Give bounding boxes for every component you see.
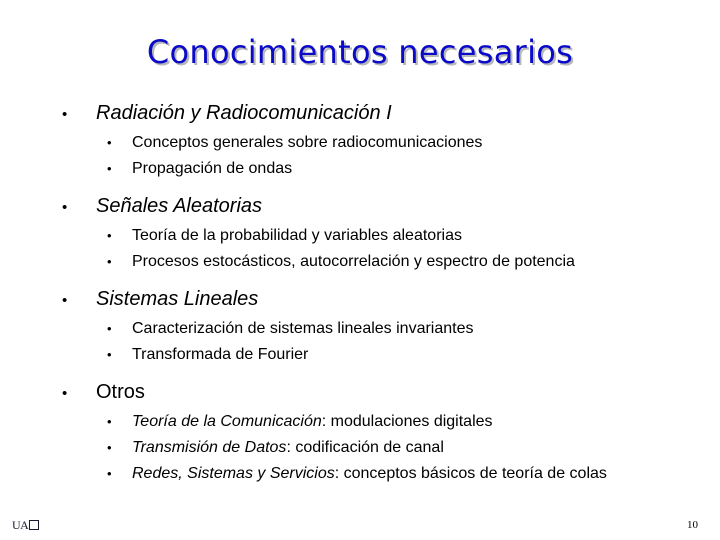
- list-item: [62, 342, 702, 368]
- list-item-label: Conceptos generales sobre radiocomunicaciones: [132, 134, 483, 151]
- list-item: [62, 223, 702, 249]
- list-item-text: [132, 461, 607, 487]
- section-senales: [62, 190, 702, 275]
- list-item-label: Propagación de ondas: [132, 160, 293, 177]
- section-heading-label: Sistemas Lineales: [96, 288, 259, 310]
- section-heading-label: Otros: [96, 381, 145, 403]
- list-item-text: [132, 409, 493, 435]
- sub-list: [62, 316, 702, 368]
- list-item-text: [132, 249, 575, 275]
- list-item-label: : conceptos básicos de teoría de colas: [334, 465, 607, 482]
- list-item: [62, 156, 702, 182]
- section-heading-label: Señales Aleatorias: [96, 195, 263, 217]
- bullet-icon: •: [107, 321, 112, 336]
- list-item-label: : codificación de canal: [286, 439, 444, 456]
- page-number: 10: [687, 519, 698, 531]
- logo-mark-icon: [29, 520, 39, 530]
- section-sistemas: [62, 283, 702, 368]
- bullet-icon: •: [107, 440, 112, 455]
- list-item-label: Teoría de la probabilidad y variables aleatorias: [132, 227, 462, 244]
- list-item-label: Transformada de Fourier: [132, 346, 309, 363]
- list-item-emphasis: Teoría de la Comunicación: [132, 413, 322, 430]
- list-item-emphasis: Redes, Sistemas y Servicios: [132, 465, 335, 482]
- list-item-text: [132, 316, 474, 342]
- bullet-icon: •: [62, 199, 68, 216]
- content-list: [62, 97, 702, 495]
- bullet-icon: •: [107, 466, 112, 481]
- section-otros: [62, 376, 702, 487]
- sub-list: [62, 130, 702, 182]
- list-item-text: [132, 156, 292, 182]
- list-item-label: : modulaciones digitales: [321, 413, 493, 430]
- list-item-text: [132, 223, 462, 249]
- slide-title: Conocimientos necesarios: [146, 33, 574, 71]
- list-item-text: [132, 342, 308, 368]
- section-heading: [62, 283, 702, 316]
- sub-list: [62, 409, 702, 487]
- list-item: [62, 249, 702, 275]
- bullet-icon: •: [107, 347, 112, 362]
- university-logo: [12, 518, 39, 533]
- list-item-text: [132, 130, 482, 156]
- list-item-label: Procesos estocásticos, autocorrelación y espectro de potencia: [132, 253, 575, 270]
- bullet-icon: •: [107, 414, 112, 429]
- list-item: [62, 316, 702, 342]
- list-item: [62, 409, 702, 435]
- list-item-emphasis: Transmisión de Datos: [132, 439, 287, 456]
- list-item-label: Caracterización de sistemas lineales invariantes: [132, 320, 474, 337]
- bullet-icon: •: [107, 161, 112, 176]
- list-item: [62, 435, 702, 461]
- bullet-icon: •: [62, 385, 68, 402]
- bullet-icon: •: [107, 228, 112, 243]
- logo-text: UA: [12, 518, 29, 532]
- section-radiacion: [62, 97, 702, 182]
- section-heading: [62, 376, 702, 409]
- section-heading-label: Radiación y Radiocomunicación I: [96, 102, 392, 124]
- section-heading: [62, 97, 702, 130]
- bullet-icon: •: [62, 292, 68, 309]
- list-item-text: [132, 435, 444, 461]
- bullet-icon: •: [107, 135, 112, 150]
- list-item: [62, 461, 702, 487]
- bullet-icon: •: [62, 106, 68, 123]
- section-heading: [62, 190, 702, 223]
- bullet-icon: •: [107, 254, 112, 269]
- sub-list: [62, 223, 702, 275]
- list-item: [62, 130, 702, 156]
